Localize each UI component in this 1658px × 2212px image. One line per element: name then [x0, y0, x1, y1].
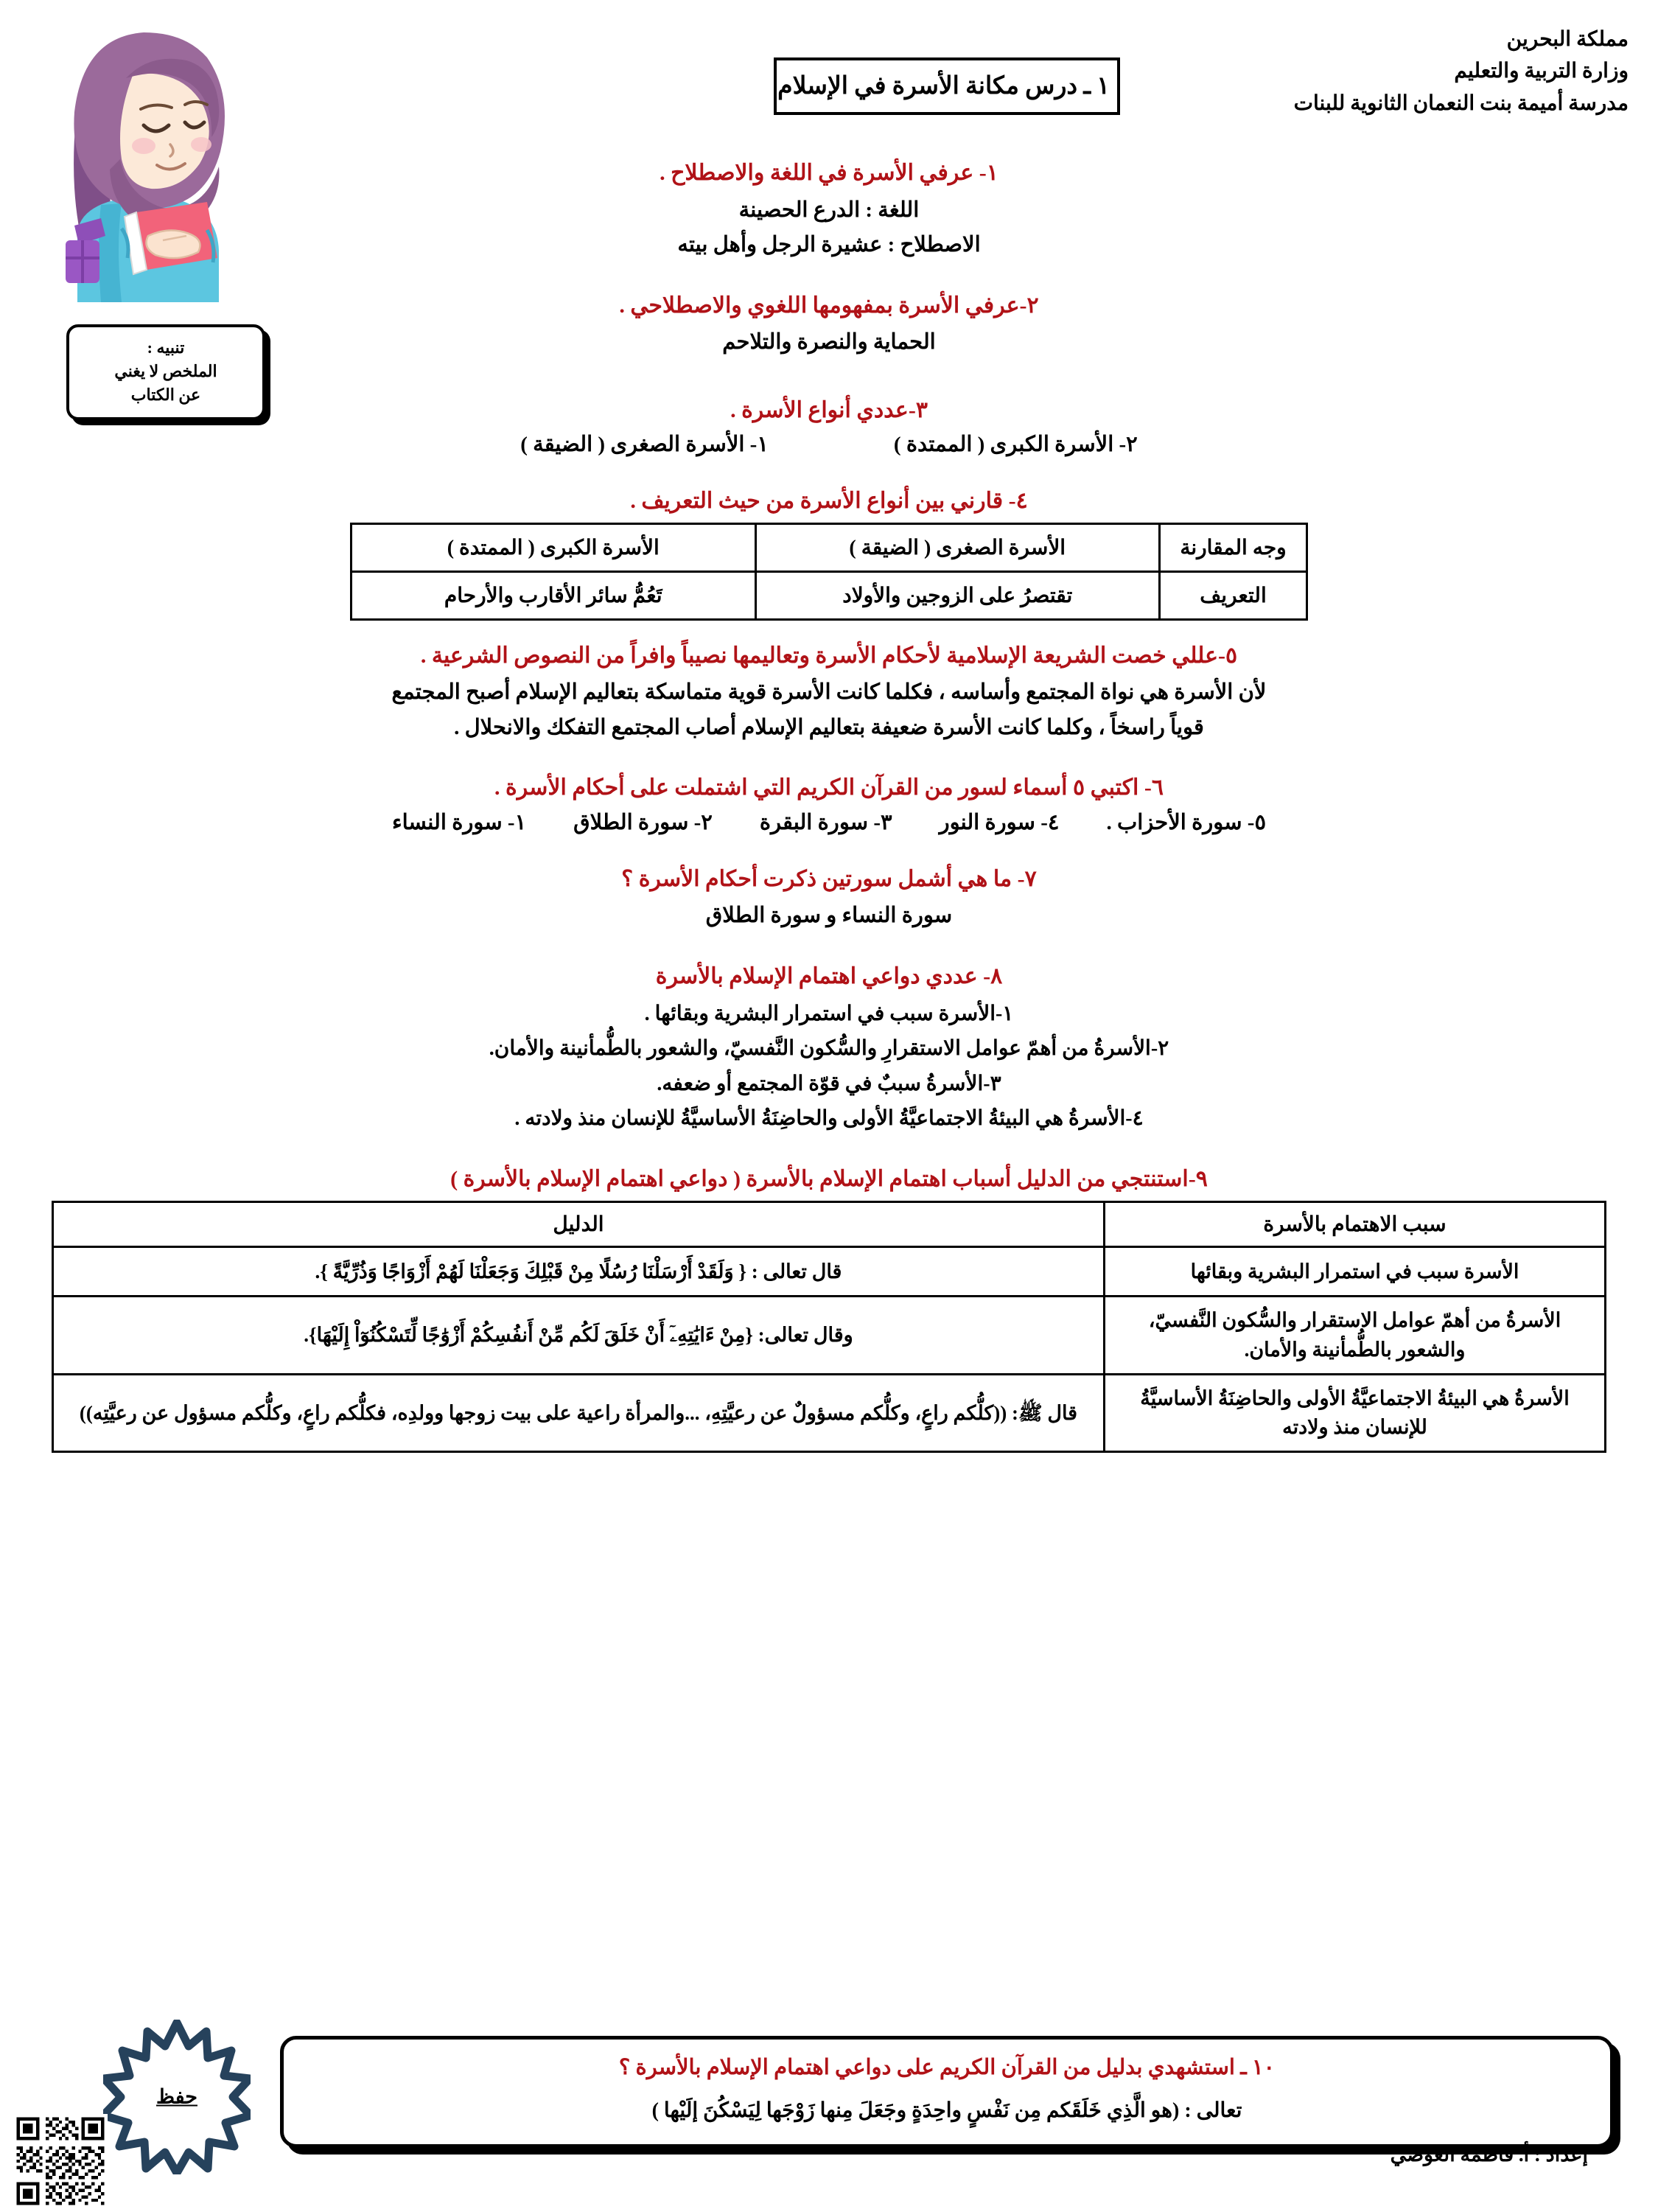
spacer	[44, 748, 1614, 773]
reason-item-2: ٢-الأسرةُ من أهمّ عوامل الاستقرارِ والسُّكون النَّفسيّ، والشعور بالطُّمأنينة والأمان.	[489, 1037, 1169, 1061]
spacer	[44, 363, 1614, 396]
question-5-heading: ٥-عللي خصت الشريعة الإسلامية لأحكام الأسرة وتعاليمها نصيباً وافراً من النصوص الشرعية .	[420, 643, 1238, 668]
evidence-reason-1: الأسرة سبب في استمرار البشرية وبقائها	[1105, 1246, 1606, 1297]
surah-item-3: ٣- سورة البقرة	[759, 810, 892, 834]
table-row	[53, 1201, 1606, 1246]
evidence-proof-2: وقال تعالى: {مِنْ ءَايَٰتِهِۦٓ أَنْ خَلَقَ لَكُم مِّنْ أَنفُسِكُمْ أَزْوَٰجًا لِّتَسْكُنُوٓاْ إِلَيْهَا}.	[53, 1297, 1105, 1374]
compare-row-label-definition: التعريف	[1160, 571, 1307, 619]
evidence-proof-1: قال تعالى : { وَلَقَدْ أَرْسَلْنَا رُسُلًا مِنْ قَبْلِكَ وَجَعَلْنَا لَهُمْ أَزْوَاجًا وَذُرِّيَّةً }.	[53, 1246, 1105, 1297]
evidence-table	[52, 1201, 1606, 1453]
qr-code[interactable]	[13, 2114, 108, 2208]
table-row	[53, 1374, 1606, 1451]
question-5-answer-line-2: قوياً راسخاً ، وكلما كانت الأسرة ضعيفة بتعاليم الإسلام أصاب المجتمع التفكك والانحلال .	[454, 715, 1204, 739]
memorize-starburst-badge	[103, 2020, 251, 2174]
compare-header-aspect: وجه المقارنة	[1160, 523, 1307, 571]
table-row	[53, 1297, 1606, 1374]
question-10-answer: تعالى : (هو الَّذِي خَلَقَكم مِن نَفْسٍ واحِدَةٍ وجَعَلَ مِنها زَوْجَها لِيَسْكُنَ إلَيْها )	[651, 2098, 1242, 2122]
worksheet-content	[44, 158, 1614, 1457]
evidence-reason-3: الأسرةُ هي البيئةُ الاجتماعيَّةُ الأولى والحاضِنَةُ الأساسيَّةُ للإنسان منذ ولادته	[1105, 1374, 1606, 1451]
question-1-answer-terminology: الاصطلاح : عشيرة الرجل وأهل بيته	[677, 233, 981, 257]
question-4	[44, 486, 1614, 621]
reason-item-3: ٣-الأسرةُ سببٌ في قوّة المجتمع أو ضعفه.	[657, 1072, 1001, 1095]
question-2	[44, 291, 1614, 359]
table-row	[351, 571, 1307, 619]
reason-item-1: ١-الأسرة سبب في استمرار البشرية وبقائها .	[644, 1002, 1014, 1025]
spacer	[44, 1140, 1614, 1165]
note-line-2: عن الكتاب	[130, 385, 201, 404]
school-info-block	[1294, 24, 1629, 119]
compare-cell-nuclear-definition: تقتصرُ على الزوجين والأولاد	[755, 571, 1160, 619]
question-3-items	[44, 431, 1614, 457]
question-6-items	[44, 809, 1614, 835]
question-6	[44, 773, 1614, 835]
note-line-title: تنبيه :	[147, 338, 185, 357]
question-6-heading: ٦- اكتبي ٥ أسماء لسور من القرآن الكريم التي اشتملت على أحكام الأسرة .	[494, 775, 1164, 800]
question-5	[44, 641, 1614, 744]
lesson-title-box	[774, 57, 1120, 115]
reason-item-4: ٤-الأسرةُ هي البيئةُ الاجتماعيَّةُ الأولى والحاضِنَةُ الأساسيَّةُ للإنسان منذ ولادته .	[514, 1107, 1144, 1131]
question-2-heading: ٢-عرفي الأسرة بمفهومها اللغوي والاصطلاحي .	[619, 293, 1039, 318]
question-1-heading: ١- عرفي الأسرة في اللغة والاصطلاح .	[660, 161, 998, 185]
ministry-line: وزارة التربية والتعليم	[1454, 60, 1629, 83]
question-5-answer-line-1: لأن الأسرة هي نواة المجتمع وأساسه ، فكلما كانت الأسرة قوية متماسكة بتعاليم الإسلام أصبح المجتمع	[391, 680, 1267, 704]
compare-header-nuclear: الأسرة الصغرى ( الضيقة )	[755, 523, 1160, 571]
evidence-header-reason: سبب الاهتمام بالأسرة	[1105, 1201, 1606, 1246]
question-10-heading: ١٠ ـ استشهدي بدليل من القرآن الكريم على دواعي اهتمام الإسلام بالأسرة ؟	[618, 2056, 1276, 2079]
spacer	[44, 628, 1614, 641]
family-type-extended: ٢- الأسرة الكبرى ( الممتدة )	[893, 433, 1138, 456]
compare-header-extended: الأسرة الكبرى ( الممتدة )	[351, 523, 756, 571]
question-8-heading: ٨- عددي دواعي اهتمام الإسلام بالأسرة	[655, 963, 1003, 988]
author-credit: إعداد : أ. فاطمة العوضي	[1390, 2143, 1588, 2166]
spacer	[44, 461, 1614, 486]
surah-item-1: ١- سورة النساء	[391, 810, 527, 834]
spacer	[44, 266, 1614, 291]
table-row	[53, 1246, 1606, 1297]
question-2-answer: الحماية والنصرة والتلاحم	[722, 330, 936, 354]
question-8-items	[44, 997, 1614, 1135]
question-3-heading: ٣-عددي أنواع الأسرة .	[730, 397, 928, 422]
surah-item-5: ٥- سورة الأحزاب .	[1106, 810, 1267, 834]
evidence-header-proof: الدليل	[53, 1201, 1105, 1246]
compare-cell-extended-definition: تَعُمُّ سائر الأقارب والأرحام	[351, 571, 756, 619]
question-8	[44, 962, 1614, 1136]
question-4-heading: ٤- قارني بين أنواع الأسرة من حيث التعريف .	[630, 489, 1028, 513]
question-9	[44, 1165, 1614, 1453]
question-7	[44, 865, 1614, 932]
note-line-1: الملخص لا يغني	[114, 361, 217, 380]
spacer	[44, 840, 1614, 865]
question-10-box	[280, 2036, 1614, 2148]
question-1	[44, 158, 1614, 262]
question-7-heading: ٧- ما هي أشمل سورتين ذكرت أحكام الأسرة ؟	[621, 866, 1037, 891]
question-10-wrapper	[280, 2036, 1614, 2148]
question-3	[44, 396, 1614, 458]
evidence-reason-2: الأسرةُ من أهمّ عوامل الاستقرار والسُّكون النَّفسيّ، والشعور بالطُّمأنينة والأمان.	[1105, 1297, 1606, 1374]
question-9-heading: ٩-استنتجي من الدليل أسباب اهتمام الإسلام بالأسرة ( دواعي اهتمام الإسلام بالأسرة )	[450, 1167, 1208, 1192]
country-line: مملكة البحرين	[1506, 28, 1629, 51]
comparison-table	[350, 523, 1308, 621]
school-name-line: مدرسة أميمة بنت النعمان الثانوية للبنات	[1293, 91, 1629, 115]
surah-item-4: ٤- سورة النور	[939, 810, 1060, 834]
spacer	[44, 937, 1614, 962]
question-7-answer: سورة النساء و سورة الطلاق	[705, 904, 953, 927]
evidence-proof-3: قال ﷺ: ((كلُّكم راعٍ، وكلُّكم مسؤولٌ عن رعيَّتِهِ، ...والمرأة راعية على بيت زوجها وولدِه، فكلُّكم راعٍ، وكلُّكم مسؤول عن رعيَّتِه))	[53, 1374, 1105, 1451]
surah-item-2: ٢- سورة الطلاق	[573, 810, 713, 834]
page-title: ١ ـ درس مكانة الأسرة في الإسلام	[777, 73, 1110, 100]
table-row	[351, 523, 1307, 571]
family-type-nuclear: ١- الأسرة الصغرى ( الضيقة )	[520, 433, 769, 456]
question-1-answer-language: اللغة : الدرع الحصينة	[738, 198, 920, 222]
memorize-badge-label: حفظ	[156, 2085, 197, 2108]
